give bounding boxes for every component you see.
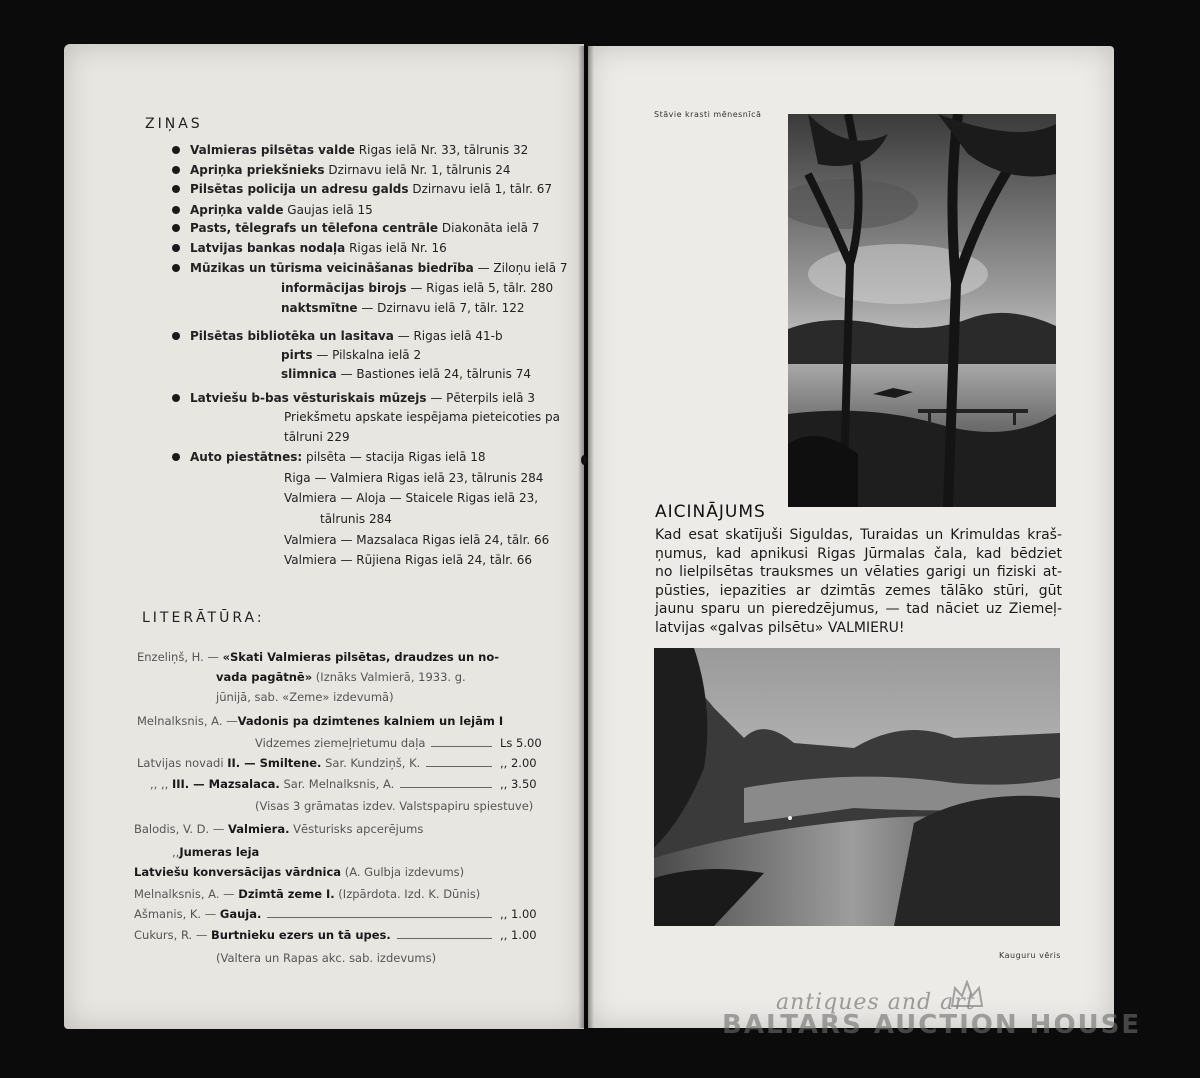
zinas-entry-name: Apriņka valde xyxy=(190,203,284,217)
bullet-icon xyxy=(172,206,180,214)
river-valley-image xyxy=(654,648,1060,926)
literatura-pre: Ašmanis, K. — xyxy=(134,907,220,921)
zinas-entry xyxy=(172,203,373,217)
zinas-entry-name: informācijas birojs xyxy=(281,281,407,295)
zinas-entry xyxy=(172,182,552,196)
literatura-pre: Cukurs, R. — xyxy=(134,928,211,942)
zinas-entry xyxy=(284,491,538,505)
bullet-icon xyxy=(172,146,180,154)
zinas-entry-detail: Rigas ielā Nr. 16 xyxy=(345,241,447,255)
zinas-entry-name: Valmieras pilsētas valde xyxy=(190,143,355,157)
zinas-entry-detail: Dzirnavu ielā Nr. 1, tālrunis 24 xyxy=(324,163,511,177)
paragraph-line: Kad esat skatījuši Siguldas, Turaidas un Krimuldas kraš- xyxy=(655,527,1062,543)
paragraph-line: pūsties, iepazities ar dzimtās zemes tālāko stūri, gūt xyxy=(655,582,1062,599)
literatura-entry xyxy=(137,650,499,664)
bullet-icon xyxy=(172,166,180,174)
literatura-pre: Melnalksnis, A. — xyxy=(134,887,239,901)
literatura-entry xyxy=(137,756,420,770)
literatura-price: ,, 2.00 xyxy=(500,756,537,770)
zinas-entry-name: pirts xyxy=(281,348,313,362)
crown-icon xyxy=(950,980,984,1012)
zinas-entry xyxy=(172,221,539,235)
photo1-caption: Stāvie krasti mēnesnīcā xyxy=(654,110,762,119)
literatura-bold: III. — Mazsalaca. xyxy=(171,777,280,791)
literatura-price: Ls 5.00 xyxy=(500,736,542,750)
zinas-entry-name: Pasts, tēlegrafs un tēlefona centrāle xyxy=(190,221,439,235)
leader-dots xyxy=(426,766,492,767)
leader-dots xyxy=(400,787,492,788)
zinas-entry xyxy=(172,163,511,177)
zinas-entry xyxy=(284,430,350,444)
zinas-entry xyxy=(320,512,392,526)
zinas-entry-detail: Diakonāta ielā 7 xyxy=(438,221,540,235)
zinas-entry-name: Latviešu b-bas vēsturiskais mūzejs xyxy=(190,391,427,405)
paragraph-line: no lielpilsētas trauksmes un vēlaties garigi un fiziski at- xyxy=(655,564,1062,581)
zinas-title: ZIŅAS xyxy=(145,116,203,132)
moonlit-river-image xyxy=(788,114,1056,507)
literatura-post: (A. Gulbja izdevums) xyxy=(341,865,465,879)
zinas-entry-name: Pilsētas policija un adresu galds xyxy=(190,182,409,196)
bullet-icon xyxy=(172,453,180,461)
binding-hole xyxy=(581,455,587,465)
literatura-bold: II. — Smiltene. xyxy=(227,756,322,770)
zinas-entry-detail: — Ziloņu ielā 7 xyxy=(473,261,568,275)
zinas-entry-detail: Valmiera — Rūjiena Rigas ielā 24, tālr. 66 xyxy=(284,553,533,567)
zinas-entry-name: Auto piestātnes: xyxy=(190,450,303,464)
literatura-entry xyxy=(216,670,466,684)
literatura-entry xyxy=(255,799,533,813)
zinas-entry xyxy=(284,553,532,567)
literatura-entry xyxy=(134,907,261,921)
literatura-price: ,, 3.50 xyxy=(500,777,537,791)
literatura-entry xyxy=(134,865,464,879)
zinas-entry-detail: tālrunis 284 xyxy=(320,512,392,526)
zinas-entry-name: slimnica xyxy=(281,367,337,381)
zinas-entry-detail: Riga — Valmiera Rigas ielā 23, tālrunis 284 xyxy=(284,471,544,485)
literatura-pre: Enzeliņš, H. — xyxy=(137,650,223,664)
zinas-entry xyxy=(172,261,568,275)
zinas-entry xyxy=(172,241,447,255)
literatura-title: LITERĀTŪRA: xyxy=(142,610,265,626)
zinas-entry xyxy=(284,410,560,424)
paragraph-line: latvijas «galvas pilsētu» VALMIERU! xyxy=(655,620,905,636)
literatura-bold: Dzimtā zeme I. xyxy=(238,887,335,901)
literatura-pre: Balodis, V. D. — xyxy=(134,822,228,836)
literatura-entry xyxy=(134,887,480,901)
literatura-pre: Melnalksnis, A. — xyxy=(137,714,238,728)
literatura-entry xyxy=(134,928,391,942)
zinas-entry xyxy=(281,367,531,381)
zinas-entry-detail: — Pilskalna ielā 2 xyxy=(312,348,422,362)
zinas-entry xyxy=(172,143,528,157)
zinas-entry-detail: Valmiera — Mazsalaca Rigas ielā 24, tālr. 66 xyxy=(284,533,550,547)
literatura-bold: Latviešu konversācijas vārdnica xyxy=(134,865,342,879)
literatura-entry xyxy=(172,845,259,859)
bullet-icon xyxy=(172,244,180,252)
literatura-pre: Latvijas novadi xyxy=(137,756,228,770)
watermark-line1: antiques and art xyxy=(776,990,976,1015)
literatura-post: (Valtera un Rapas akc. sab. izdevums) xyxy=(216,951,437,965)
literatura-entry xyxy=(137,714,503,728)
photo2-caption: Kauguru vēris xyxy=(999,951,1061,960)
literatura-post: (Visas 3 grāmatas izdev. Valstspapiru spiestuve) xyxy=(255,799,534,813)
zinas-entry-detail: Dzirnavu ielā 1, tālr. 67 xyxy=(408,182,553,196)
zinas-entry xyxy=(172,329,503,343)
zinas-entry xyxy=(281,348,421,362)
bullet-icon xyxy=(172,224,180,232)
bullet-icon xyxy=(172,264,180,272)
literatura-entry xyxy=(216,951,436,965)
zinas-entry-detail: — Pēterpils ielā 3 xyxy=(426,391,535,405)
literatura-post: Sar. Kundziņš, K. xyxy=(321,756,421,770)
paragraph-line: jaunu sparu un pieredzējumus, — tad nāciet uz Ziemeļ- xyxy=(655,601,1062,618)
photo-river-valley xyxy=(654,648,1060,926)
zinas-entry-detail: — Rigas ielā 5, tālr. 280 xyxy=(406,281,554,295)
zinas-entry-name: naktsmītne xyxy=(281,301,358,315)
literatura-pre: ,, ,, xyxy=(150,777,172,791)
zinas-entry-name: Mūzikas un tūrisma veicināšanas biedrība xyxy=(190,261,474,275)
literatura-bold: Burtnieku ezers un tā upes. xyxy=(211,928,391,942)
zinas-entry xyxy=(172,391,535,405)
zinas-entry-detail: pilsēta — stacija Rigas ielā 18 xyxy=(302,450,486,464)
zinas-entry-name: Pilsētas bibliotēka un lasitava xyxy=(190,329,394,343)
bullet-icon xyxy=(172,332,180,340)
watermark-line2: BALTARS AUCTION HOUSE xyxy=(722,1010,1142,1040)
leader-dots xyxy=(431,746,492,747)
photo-moonlit-river xyxy=(788,114,1056,507)
leader-dots xyxy=(397,938,492,939)
literatura-post: (Izpārdota. Izd. K. Dūnis) xyxy=(334,887,481,901)
zinas-entry-name: Latvijas bankas nodaļa xyxy=(190,241,346,255)
literatura-entry xyxy=(255,736,425,750)
paragraph-line: ņumus, kad apnikusi Rigas Jūrmalas čala, kad bēdziet xyxy=(655,545,1062,562)
zinas-entry-detail: Priekšmetu apskate iespējama pieteicoties pa xyxy=(284,410,560,424)
literatura-bold: «Skati Valmieras pilsētas, draudzes un no- xyxy=(222,650,500,664)
literatura-pre: ,, xyxy=(172,845,180,859)
literatura-price: ,, 1.00 xyxy=(500,928,537,942)
zinas-entry-detail: Rigas ielā Nr. 33, tālrunis 32 xyxy=(354,143,529,157)
literatura-post: jūnijā, sab. «Zeme» izdevumā) xyxy=(216,690,394,704)
literatura-price: ,, 1.00 xyxy=(500,907,537,921)
zinas-entry xyxy=(284,533,549,547)
zinas-entry xyxy=(281,301,525,315)
zinas-entry-detail: Valmiera — Aloja — Staicele Rigas ielā 23, xyxy=(284,491,539,505)
literatura-bold: Gauja. xyxy=(219,907,262,921)
spine-fold xyxy=(578,46,594,1028)
bullet-icon xyxy=(172,394,180,402)
zinas-entry xyxy=(281,281,553,295)
zinas-entry-detail: tālruni 229 xyxy=(284,430,350,444)
zinas-entry xyxy=(284,471,543,485)
zinas-entry-detail: — Bastiones ielā 24, tālrunis 74 xyxy=(336,367,531,381)
literatura-post: (Iznāks Valmierā, 1933. g. xyxy=(312,670,466,684)
bullet-icon xyxy=(172,185,180,193)
literatura-bold: Valmiera. xyxy=(227,822,290,836)
literatura-entry xyxy=(150,777,394,791)
literatura-entry xyxy=(216,690,394,704)
zinas-entry-detail: — Dzirnavu ielā 7, tālr. 122 xyxy=(357,301,525,315)
literatura-post: Vidzemes ziemeļrietumu daļa xyxy=(255,736,426,750)
aicinajums-heading: AICINĀJUMS xyxy=(655,502,766,522)
zinas-entry xyxy=(172,450,486,464)
literatura-entry xyxy=(134,822,423,836)
literatura-bold: Vadonis pa dzimtenes kalniem un lejām I xyxy=(237,714,504,728)
zinas-entry-name: Apriņka priekšnieks xyxy=(190,163,325,177)
literatura-post: Sar. Melnalksnis, A. xyxy=(279,777,395,791)
leader-dots xyxy=(267,917,492,918)
literatura-bold: vada pagātnē» xyxy=(216,670,313,684)
zinas-entry-detail: — Rigas ielā 41-b xyxy=(393,329,503,343)
literatura-post: Vēsturisks apcerējums xyxy=(289,822,424,836)
literatura-bold: Jumeras leja xyxy=(179,845,260,859)
zinas-entry-detail: Gaujas ielā 15 xyxy=(283,203,373,217)
